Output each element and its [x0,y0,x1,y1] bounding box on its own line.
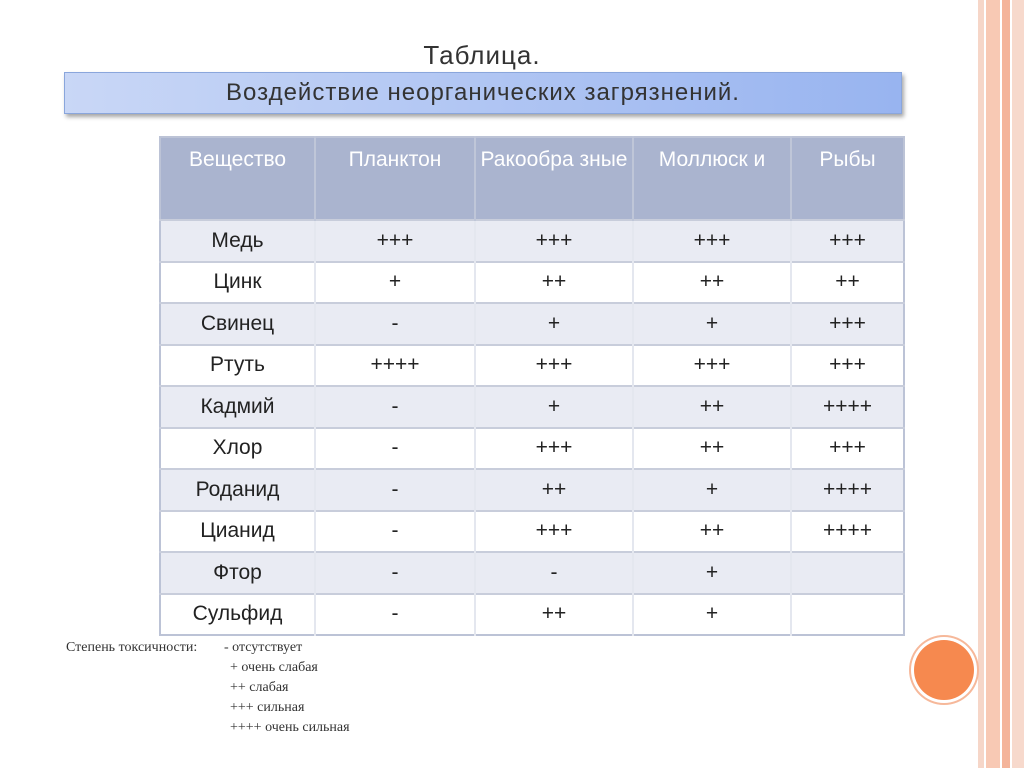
cell-plankton: - [315,552,475,594]
cell-substance: Хлор [160,428,315,470]
cell-substance: Ртуть [160,345,315,387]
cell-plankton: - [315,428,475,470]
table-row [160,552,904,594]
cell-substance: Свинец [160,303,315,345]
cell-substance: Фтор [160,552,315,594]
cell-substance: Цинк [160,262,315,304]
cell-mollusks: + [633,303,791,345]
cell-substance: Роданид [160,469,315,511]
cell-fish: +++ [791,303,904,345]
stripe [1002,0,1010,768]
cell-substance: Цианид [160,511,315,553]
cell-plankton: - [315,303,475,345]
table-row [160,220,904,262]
table-row [160,594,904,636]
table-row [160,428,904,470]
cell-substance: Кадмий [160,386,315,428]
table-row [160,303,904,345]
decorative-stripes [978,0,1024,768]
stripe [978,0,984,768]
cell-substance: Медь [160,220,315,262]
legend-item: - отсутствует [224,640,303,655]
cell-crustaceans: + [475,303,633,345]
cell-plankton: - [315,594,475,636]
header-fish: Рыбы [791,137,904,220]
cell-mollusks: + [633,594,791,636]
header-substance: Вещество [160,137,315,220]
cell-plankton: + [315,262,475,304]
cell-fish [791,552,904,594]
legend-item: ++ слабая [230,680,289,695]
cell-crustaceans: +++ [475,220,633,262]
cell-crustaceans: + [475,386,633,428]
decorative-circle [914,640,974,700]
cell-fish: ++ [791,262,904,304]
table-row [160,345,904,387]
cell-mollusks: ++ [633,262,791,304]
cell-plankton: ++++ [315,345,475,387]
cell-crustaceans: - [475,552,633,594]
stripe [986,0,1000,768]
legend-item: +++ сильная [230,700,305,715]
cell-fish [791,594,904,636]
cell-fish: ++++ [791,469,904,511]
header-crustaceans: Ракообра зные [475,137,633,220]
table-row [160,511,904,553]
cell-fish: ++++ [791,511,904,553]
cell-plankton: - [315,511,475,553]
cell-mollusks: ++ [633,386,791,428]
cell-mollusks: + [633,469,791,511]
table-row [160,469,904,511]
cell-plankton: - [315,386,475,428]
table-header-row [160,137,904,220]
cell-crustaceans: +++ [475,428,633,470]
table-row [160,262,904,304]
cell-crustaceans: ++ [475,262,633,304]
cell-mollusks: +++ [633,220,791,262]
cell-crustaceans: +++ [475,345,633,387]
cell-mollusks: +++ [633,345,791,387]
pollution-table [159,136,905,636]
slide-subtitle-box [64,72,902,114]
cell-fish: +++ [791,428,904,470]
cell-crustaceans: +++ [475,511,633,553]
slide-subtitle: Воздействие неорганических загрязнений. [226,79,740,106]
legend-label: Степень токсичности: [66,640,198,655]
cell-fish: +++ [791,345,904,387]
cell-substance: Сульфид [160,594,315,636]
legend-item: ++++ очень сильная [230,720,350,735]
stripe [1012,0,1024,768]
table-row [160,386,904,428]
header-plankton: Планктон [315,137,475,220]
cell-plankton: - [315,469,475,511]
cell-fish: +++ [791,220,904,262]
cell-mollusks: ++ [633,428,791,470]
legend-items [224,638,350,738]
cell-mollusks: ++ [633,511,791,553]
header-mollusks: Моллюск и [633,137,791,220]
cell-crustaceans: ++ [475,469,633,511]
cell-fish: ++++ [791,386,904,428]
cell-mollusks: + [633,552,791,594]
legend-item: + очень слабая [230,660,318,675]
cell-crustaceans: ++ [475,594,633,636]
slide-title: Таблица. [423,40,541,70]
cell-plankton: +++ [315,220,475,262]
